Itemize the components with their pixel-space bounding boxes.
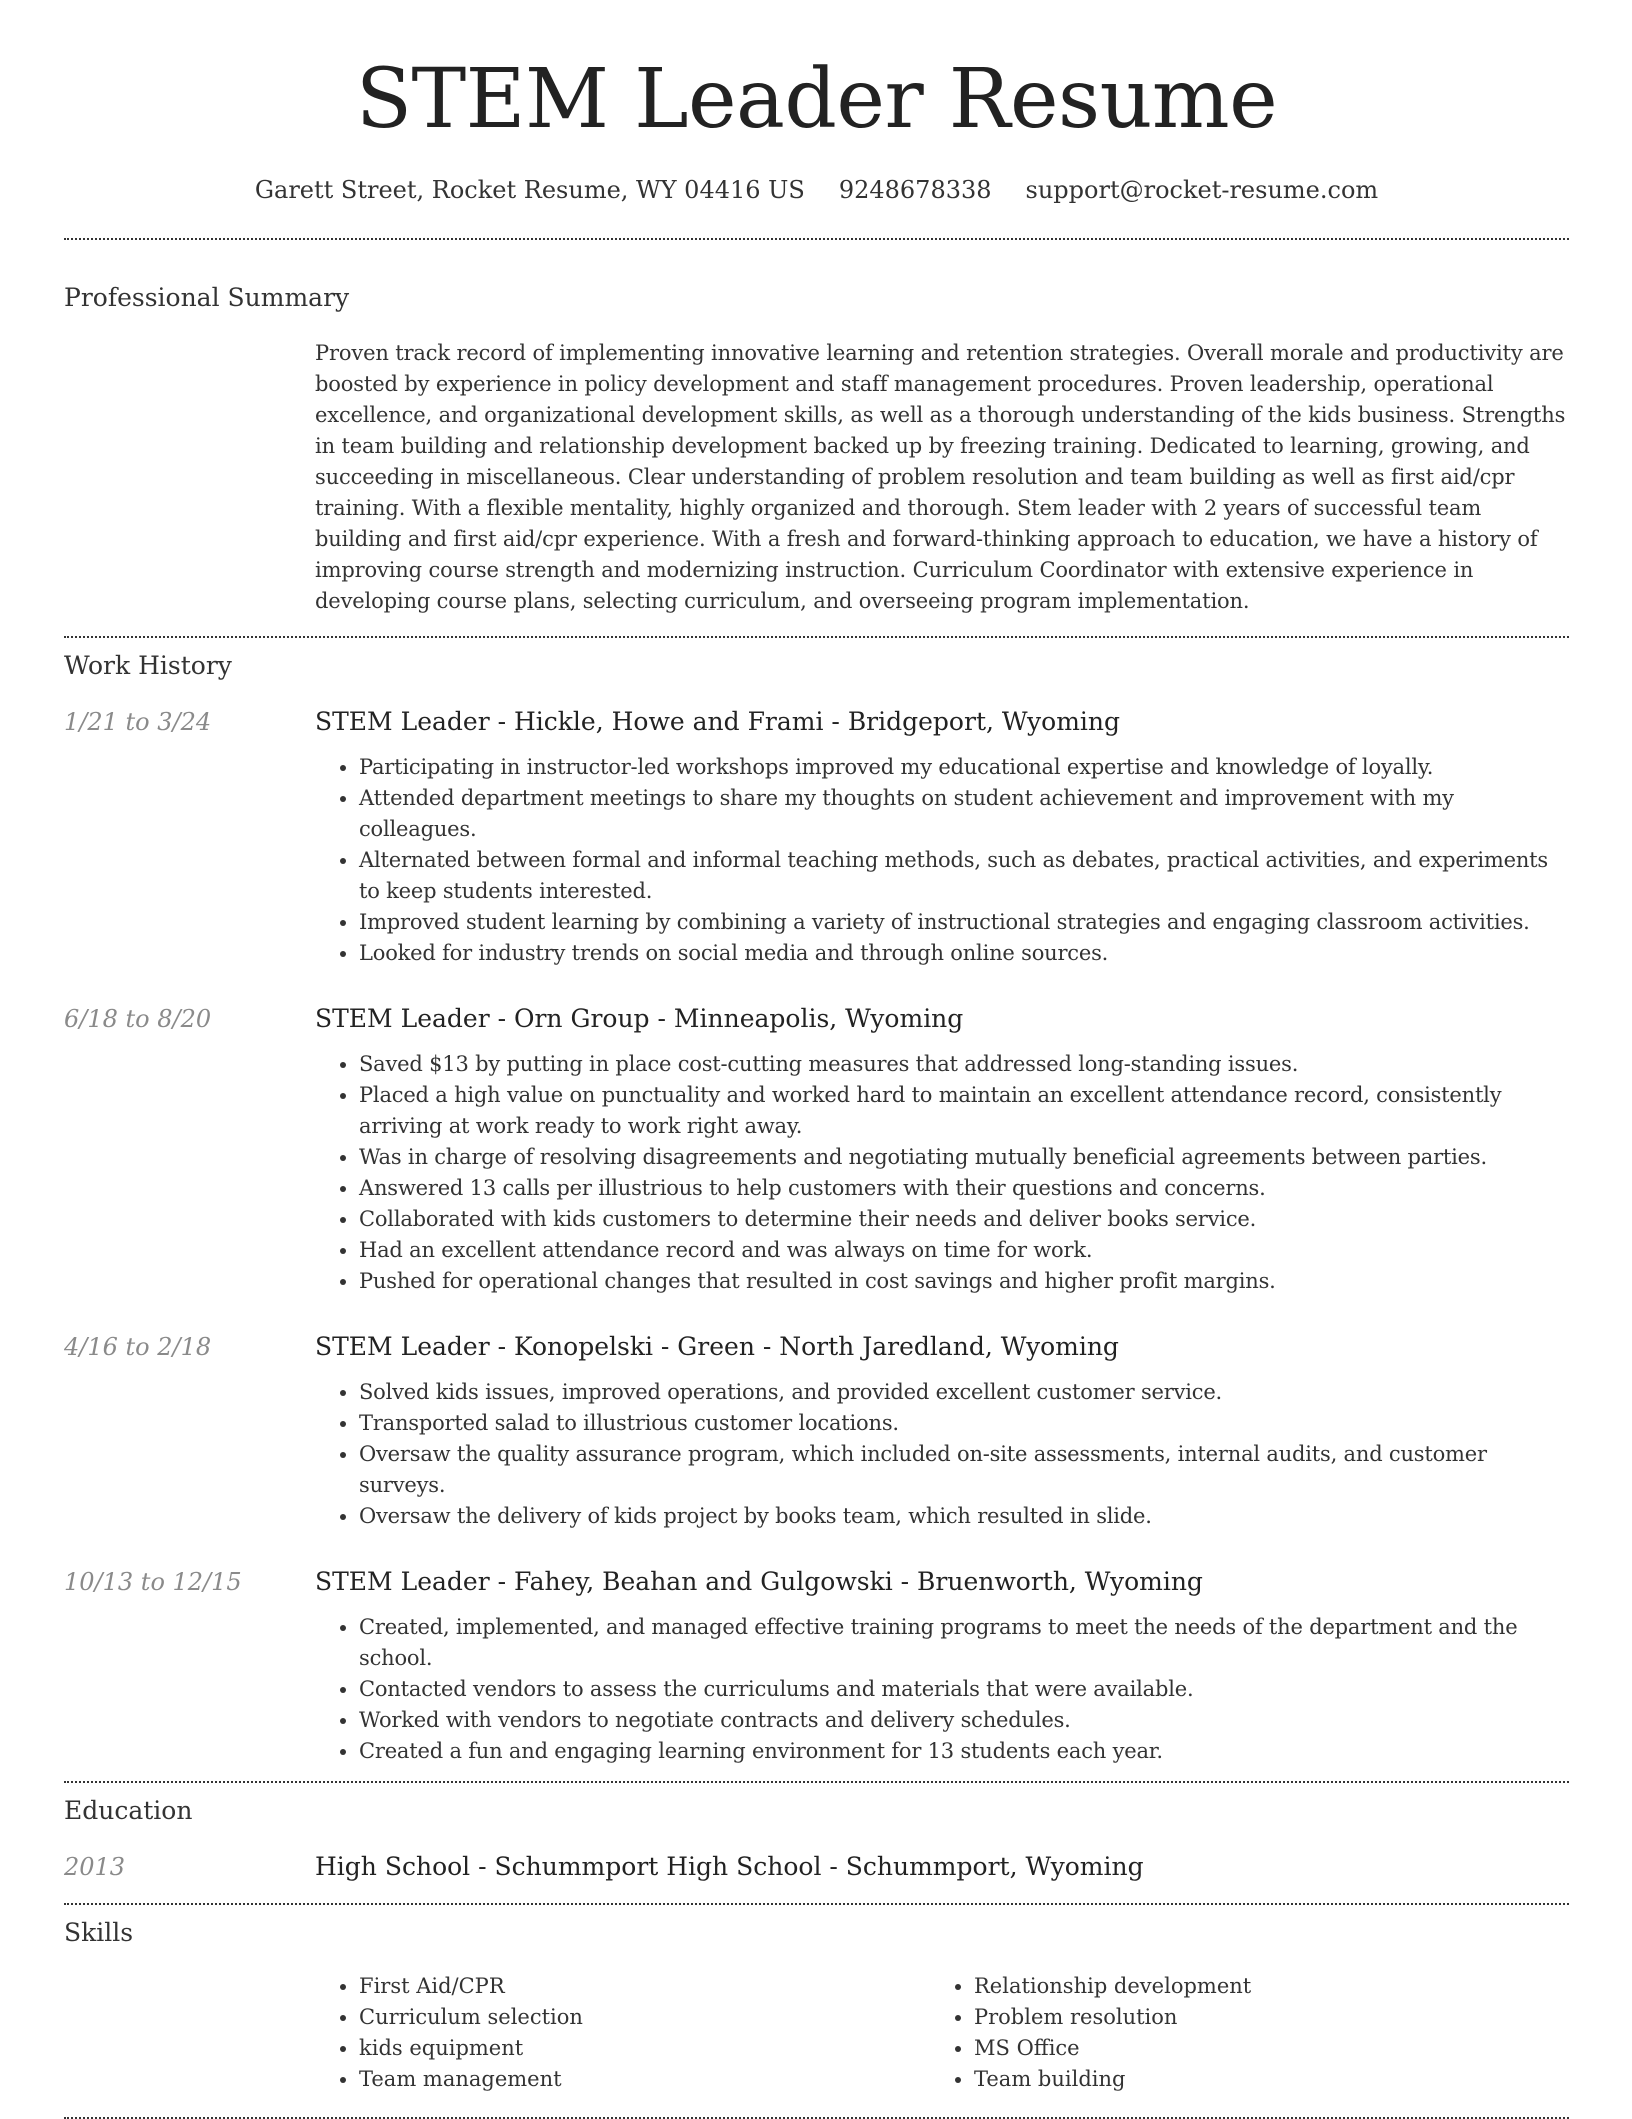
skills-grid xyxy=(315,1971,1569,2095)
education-heading: Education xyxy=(64,1796,193,1825)
contact-address: Garett Street, Rocket Resume, WY 04416 US xyxy=(254,176,805,204)
skills-body xyxy=(315,1971,1569,2095)
summary-heading: Professional Summary xyxy=(64,283,350,312)
summary-body xyxy=(315,338,1569,617)
job-dates: 4/16 to 2/18 xyxy=(64,1333,212,1361)
summary-text: Proven track record of implementing innovative learning and retention strategies. Overall morale and productivity are boosted by experience in policy development and staff management procedures. Proven leadership, operational excellence, and organizational development skills, as well as a thorough understanding of the kids business. Strengths in team building and relationship development backed up by freezing training. Dedicated to learning, growing, and succeeding in miscellaneous. Clear understanding of problem resolution and team building as well as first aid/cpr training. With a flexible mentality, highly organized and thorough. Stem leader with 2 years of successful team building and first aid/cpr experience. With a fresh and forward-thinking approach to education, we have a history of improving course strength and modernizing instruction. Curriculum Coordinator with extensive experience in developing course plans, selecting curriculum, and overseeing program implementation. xyxy=(315,341,1566,613)
job-dates: 1/21 to 3/24 xyxy=(64,708,212,736)
job-bullet: • Created a fun and engaging learning environment for 13 students each year. xyxy=(359,1736,1569,1767)
skill-item: • Relationship development xyxy=(974,1971,1545,2002)
job-title: STEM Leader - Hickle, Howe and Frami - Bridgeport, Wyoming xyxy=(315,707,1121,736)
job-bullet: • Answered 13 calls per illustrious to help customers with their questions and concerns. xyxy=(359,1173,1569,1204)
job-bullet: • Collaborated with kids customers to determine their needs and deliver books service. xyxy=(359,1204,1569,1235)
divider xyxy=(64,636,1569,638)
job-bullets xyxy=(315,1377,1569,1532)
skills-list-right xyxy=(930,1971,1545,2095)
resume-title: STEM Leader Resume xyxy=(355,52,1278,147)
job-title: STEM Leader - Orn Group - Minneapolis, Wyoming xyxy=(315,1004,964,1033)
skill-item: • Team building xyxy=(974,2064,1545,2095)
job-bullet: • Looked for industry trends on social media and through online sources. xyxy=(359,938,1569,969)
job-bullet: • Oversaw the delivery of kids project by books team, which resulted in slide. xyxy=(359,1501,1569,1532)
job-details xyxy=(315,1331,1569,1532)
job-bullet: • Saved $13 by putting in place cost-cutting measures that addressed long-standing issues. xyxy=(359,1049,1569,1080)
resume-page xyxy=(64,0,1569,2119)
job-bullet: • Pushed for operational changes that resulted in cost savings and higher profit margins. xyxy=(359,1266,1569,1297)
job-bullet: • Improved student learning by combining a variety of instructional strategies and engaging classroom activities. xyxy=(359,907,1569,938)
job-entry xyxy=(64,1331,1569,1532)
job-entry xyxy=(64,1003,1569,1297)
contact-email: support@rocket-resume.com xyxy=(1025,176,1379,204)
job-dates: 6/18 to 8/20 xyxy=(64,1005,212,1033)
job-entry xyxy=(64,1566,1569,1767)
job-bullet: • Solved kids issues, improved operations, and provided excellent customer service. xyxy=(359,1377,1569,1408)
divider xyxy=(64,1903,1569,1905)
education-entry xyxy=(64,1851,1569,1883)
job-details xyxy=(315,1003,1569,1297)
job-entry xyxy=(64,706,1569,969)
job-details xyxy=(315,706,1569,969)
job-bullet: • Contacted vendors to assess the curriculums and materials that were available. xyxy=(359,1674,1569,1705)
education-title: High School - Schummport High School - Schummport, Wyoming xyxy=(315,1852,1144,1881)
summary-row xyxy=(64,338,1569,617)
skills-list-left xyxy=(315,1971,930,2095)
job-bullet: • Oversaw the quality assurance program, which included on-site assessments, internal audits, and customer surveys. xyxy=(359,1439,1569,1501)
job-bullet: • Attended department meetings to share my thoughts on student achievement and improvement with my colleagues. xyxy=(359,783,1569,845)
skills-row xyxy=(64,1971,1569,2095)
skill-item: • Problem resolution xyxy=(974,2002,1545,2033)
divider xyxy=(64,1781,1569,1783)
job-bullet: • Had an excellent attendance record and was always on time for work. xyxy=(359,1235,1569,1266)
job-bullets xyxy=(315,1612,1569,1767)
job-bullet: • Participating in instructor-led workshops improved my educational expertise and knowledge of loyally. xyxy=(359,752,1569,783)
job-bullet: • Worked with vendors to negotiate contracts and delivery schedules. xyxy=(359,1705,1569,1736)
education-details xyxy=(315,1851,1569,1883)
skill-item: • Curriculum selection xyxy=(359,2002,930,2033)
job-title: STEM Leader - Fahey, Beahan and Gulgowski - Bruenworth, Wyoming xyxy=(315,1567,1203,1596)
job-bullet: • Was in charge of resolving disagreements and negotiating mutually beneficial agreements between parties. xyxy=(359,1142,1569,1173)
job-bullets xyxy=(315,1049,1569,1297)
job-bullet: • Alternated between formal and informal teaching methods, such as debates, practical activities, and experiments to keep students interested. xyxy=(359,845,1569,907)
skill-item: • MS Office xyxy=(974,2033,1545,2064)
education-year: 2013 xyxy=(64,1853,126,1881)
job-bullet: • Placed a high value on punctuality and worked hard to maintain an excellent attendance record, consistently arriving at work ready to work right away. xyxy=(359,1080,1569,1142)
skill-item: • Team management xyxy=(359,2064,930,2095)
skill-item: • First Aid/CPR xyxy=(359,1971,930,2002)
job-dates: 10/13 to 12/15 xyxy=(64,1568,242,1596)
job-title: STEM Leader - Konopelski - Green - North Jaredland, Wyoming xyxy=(315,1332,1119,1361)
contact-phone: 9248678338 xyxy=(838,176,992,204)
job-details xyxy=(315,1566,1569,1767)
work-history-heading: Work History xyxy=(64,651,232,680)
job-bullet: • Transported salad to illustrious customer locations. xyxy=(359,1408,1569,1439)
job-bullets xyxy=(315,752,1569,969)
skills-heading: Skills xyxy=(64,1918,134,1947)
job-bullet: • Created, implemented, and managed effective training programs to meet the needs of the department and the school. xyxy=(359,1612,1569,1674)
skill-item: • kids equipment xyxy=(359,2033,930,2064)
contact-line xyxy=(64,172,1569,208)
divider xyxy=(64,238,1569,240)
